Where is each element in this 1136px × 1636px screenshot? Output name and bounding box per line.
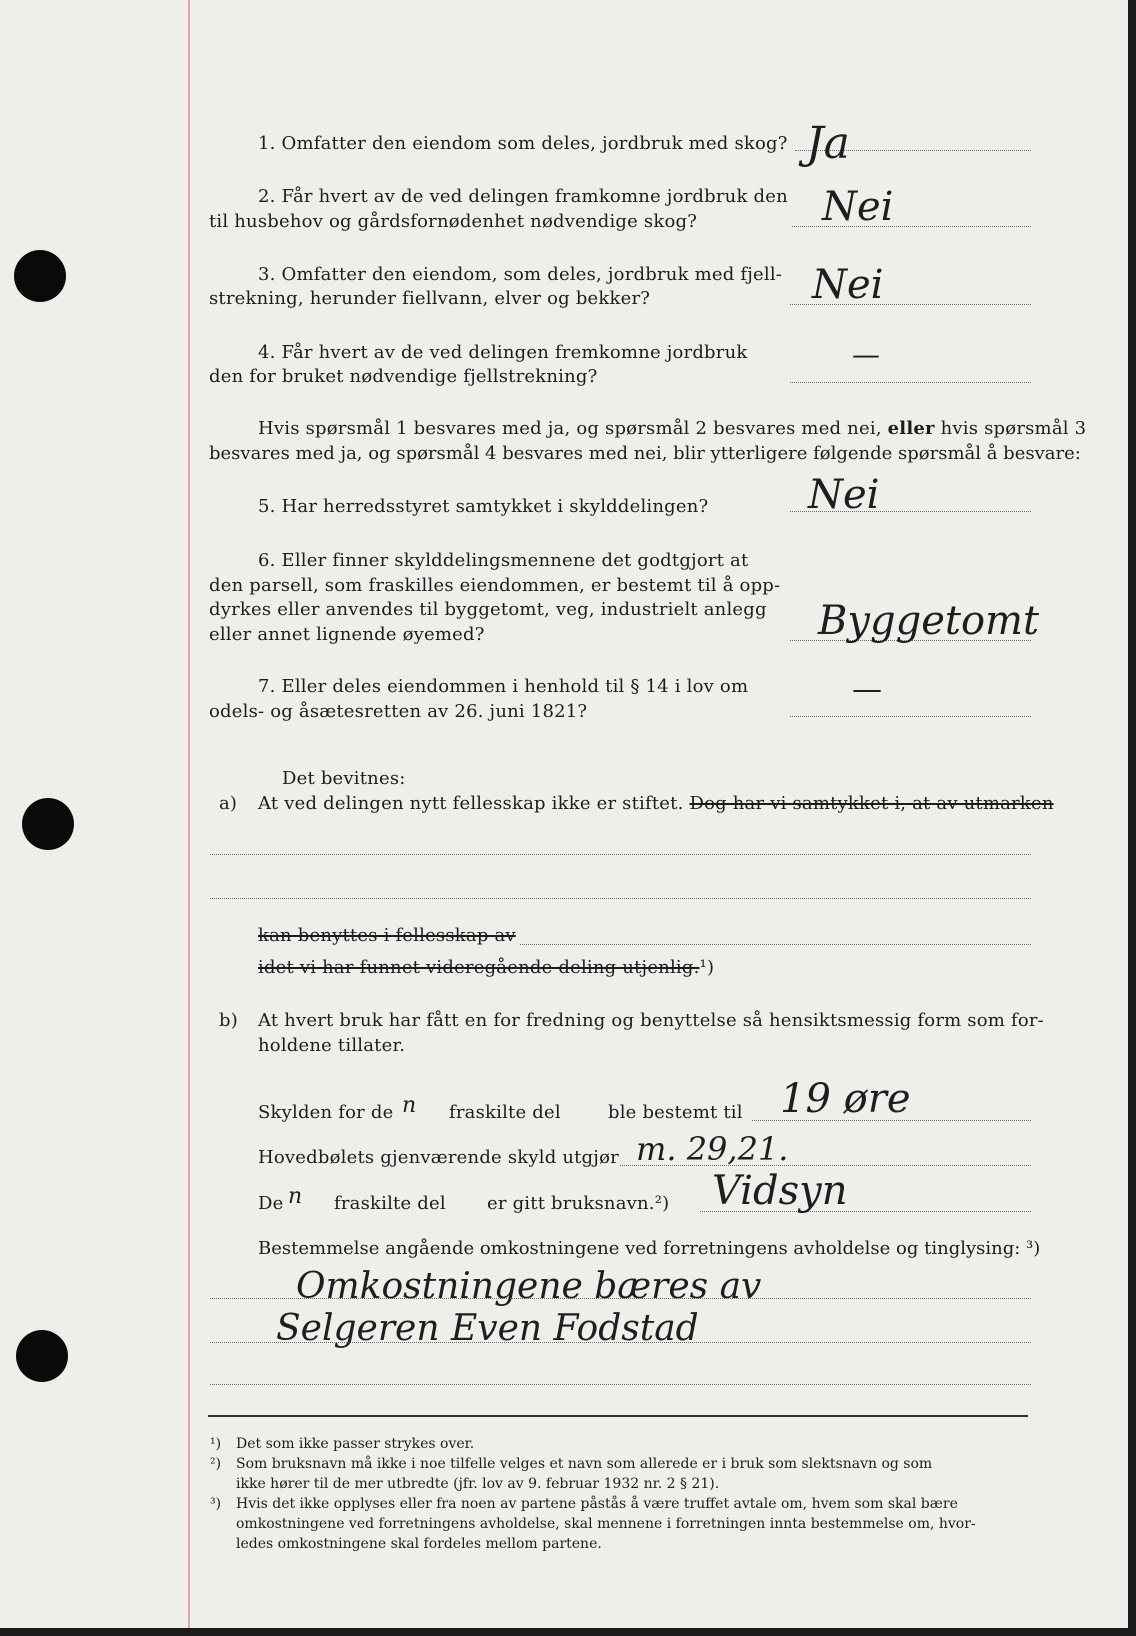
- footnote-1-line-1: Det som ikke passer strykes over.: [236, 1436, 475, 1452]
- navn-handwritten-n: n: [288, 1184, 303, 1209]
- question-6-line-2: den parsell, som fraskilles eiendommen, er bestemt til å opp-: [209, 575, 781, 596]
- omk-answer-line-2: [210, 1342, 1031, 1343]
- certify-heading: Det bevitnes:: [282, 768, 406, 789]
- question-1-answer: Ja: [806, 118, 850, 169]
- footnote-2-mark: ²): [210, 1456, 222, 1472]
- blank-line-2: [210, 898, 1031, 899]
- skyld-handwritten-n: n: [402, 1093, 417, 1118]
- struck-line-3: idet vi har funnet videregående deling utjenlig.¹): [258, 957, 715, 978]
- omk-line-1: Omkostningene bæres av: [296, 1266, 762, 1307]
- footnote-3-line-3: ledes omkostningene skal fordeles mellom partene.: [236, 1536, 602, 1552]
- punch-hole-top: [14, 250, 66, 302]
- footnote-divider: [208, 1415, 1028, 1417]
- omk-answer-line-1: [210, 1298, 1031, 1299]
- skyld-label-c: ble bestemt til: [608, 1102, 743, 1123]
- footnote-1-mark: ¹): [210, 1436, 222, 1452]
- skyld-label-b: fraskilte del: [449, 1102, 561, 1123]
- condition-line-1: Hvis spørsmål 1 besvares med ja, og spørsmål 2 besvares med nei, eller hvis spørsmål 3: [258, 418, 1087, 439]
- punch-hole-middle: [22, 798, 74, 850]
- omk-label: Bestemmelse angående omkostningene ved forretningens avholdelse og tinglysing: ³): [258, 1238, 1041, 1259]
- certify-a-label: a): [219, 793, 238, 814]
- question-3-line-2: strekning, herunder fiellvann, elver og bekker?: [209, 288, 651, 309]
- footnote-3-mark: ³): [210, 1496, 222, 1512]
- certify-b-line-2: holdene tillater.: [258, 1035, 406, 1056]
- footnote-2-line-1: Som bruksnavn må ikke i noe tilfelle velges et navn som allerede er i bruk som slektsnavn og som: [236, 1456, 933, 1472]
- footnote-3-line-1: Hvis det ikke opplyses eller fra noen av partene påstås å være truffet avtale om, hvem som skal bære: [236, 1496, 958, 1512]
- question-3-line-1: 3. Omfatter den eiendom, som deles, jordbruk med fjell-: [258, 264, 783, 285]
- navn-value: Vidsyn: [712, 1168, 848, 1214]
- question-7-answer: —: [852, 672, 882, 707]
- skyld-value: 19 øre: [780, 1076, 911, 1122]
- question-4-answer: —: [852, 338, 880, 371]
- question-6-answer: Byggetomt: [818, 598, 1040, 644]
- certify-b-label: b): [219, 1010, 238, 1031]
- navn-label-b: fraskilte del: [334, 1193, 446, 1214]
- question-6-line-3: dyrkes eller anvendes til byggetomt, veg, industrielt anlegg: [209, 599, 767, 620]
- question-6-line-1: 6. Eller finner skylddelingsmennene det godtgjort at: [258, 550, 749, 571]
- question-5-answer: Nei: [808, 472, 880, 518]
- question-2-answer: Nei: [822, 184, 894, 230]
- struck-line-2: kan benyttes i fellesskap av: [258, 925, 516, 946]
- question-2-line-1: 2. Får hvert av de ved delingen framkomne jordbruk den: [258, 186, 788, 207]
- blank-line-1: [210, 854, 1031, 855]
- hoved-label: Hovedbølets gjenværende skyld utgjør: [258, 1147, 619, 1168]
- question-3-answer: Nei: [812, 262, 884, 308]
- condition-line-2: besvares med ja, og spørsmål 4 besvares med nei, blir ytterligere følgende spørsmål å besvare:: [209, 443, 1081, 464]
- certify-a-line: At ved delingen nytt fellesskap ikke er stiftet. Dog har vi samtykket i, at av utmarken: [258, 793, 1054, 814]
- question-7-line-2: odels- og åsætesretten av 26. juni 1821?: [209, 701, 588, 722]
- margin-line: [188, 0, 190, 1628]
- certify-b-line-1: At hvert bruk har fått en for fredning og benyttelse så hensiktsmessig form som for-: [258, 1010, 1044, 1031]
- footnote-3-line-2: omkostningene ved forretningens avholdelse, skal mennene i forretningen innta bestemmelse om, hvor-: [236, 1516, 976, 1532]
- omk-line-2: Selgeren Even Fodstad: [276, 1308, 699, 1349]
- question-5-line-1: 5. Har herredsstyret samtykket i skylddelingen?: [258, 496, 709, 517]
- omk-answer-line-3: [210, 1384, 1031, 1385]
- question-2-line-2: til husbehov og gårdsfornødenhet nødvendige skog?: [209, 211, 698, 232]
- blank-line-3: [520, 944, 1031, 945]
- punch-hole-bottom: [16, 1330, 68, 1382]
- hoved-value: m. 29,21.: [636, 1130, 789, 1168]
- question-4-line-1: 4. Får hvert av de ved delingen fremkomne jordbruk: [258, 342, 748, 363]
- navn-label-a: De: [258, 1193, 284, 1214]
- question-7-line-1: 7. Eller deles eiendommen i henhold til § 14 i lov om: [258, 676, 749, 697]
- question-7-answer-line: [790, 716, 1031, 717]
- question-4-line-2: den for bruket nødvendige fjellstrekning?: [209, 366, 598, 387]
- footnote-2-line-2: ikke hører til de mer utbredte (jfr. lov av 9. februar 1932 nr. 2 § 21).: [236, 1476, 720, 1492]
- skyld-label-a: Skylden for de: [258, 1102, 394, 1123]
- question-6-line-4: eller annet lignende øyemed?: [209, 624, 485, 645]
- question-4-answer-line: [790, 382, 1031, 383]
- navn-label-c: er gitt bruksnavn.²): [487, 1193, 670, 1214]
- question-1-line-1: 1. Omfatter den eiendom som deles, jordbruk med skog?: [258, 133, 788, 154]
